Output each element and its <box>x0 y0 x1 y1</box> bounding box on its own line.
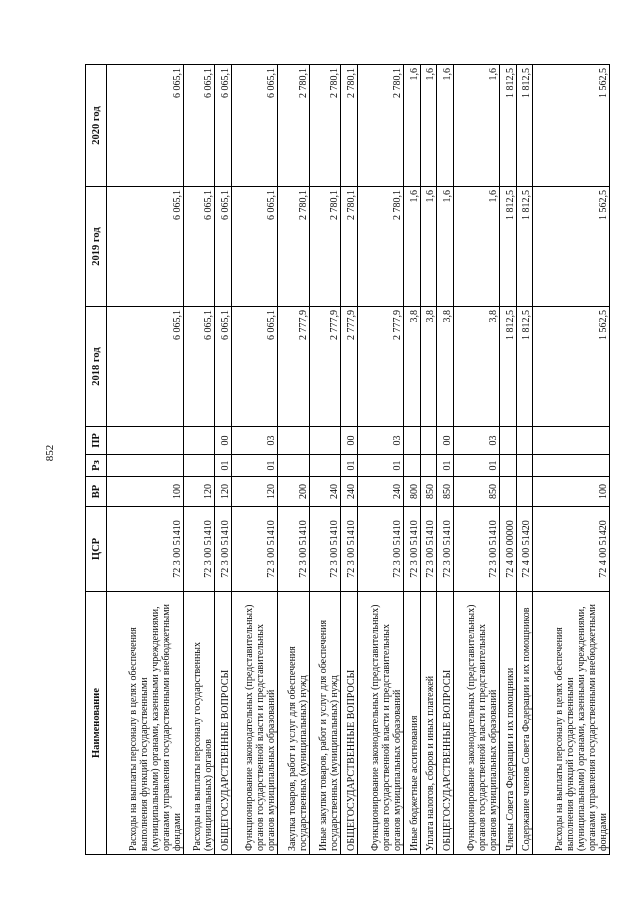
cell-y2020: 1 812,5 <box>516 65 532 187</box>
cell-y2020: 2 780,1 <box>309 65 341 187</box>
cell-vr: 850 <box>420 477 436 507</box>
cell-vr: 120 <box>183 477 215 507</box>
header-2018: 2018 год <box>86 307 107 427</box>
table-row <box>215 65 231 855</box>
cell-rz <box>107 455 184 477</box>
cell-csr: 72 4 00 00000 <box>500 507 516 592</box>
cell-y2020: 1,6 <box>404 65 420 187</box>
cell-vr: 240 <box>309 477 341 507</box>
header-2019: 2019 год <box>86 187 107 307</box>
table-row <box>278 65 310 855</box>
header-rz: Рз <box>86 455 107 477</box>
cell-y2018: 1 812,5 <box>500 307 516 427</box>
cell-name: Расходы на выплаты персоналу в целях обеспечения выполнения функций государственными (муниципальными) органами, казенными учреждениями, органами управления государственными внебюджетными фондами <box>533 592 610 855</box>
cell-y2018: 3,8 <box>404 307 420 427</box>
cell-vr <box>500 477 516 507</box>
cell-vr: 120 <box>215 477 231 507</box>
cell-rz: 01 <box>215 455 231 477</box>
cell-y2019: 6 065,1 <box>183 187 215 307</box>
cell-rz: 01 <box>231 455 278 477</box>
cell-pr <box>420 427 436 455</box>
cell-y2019: 6 065,1 <box>107 187 184 307</box>
header-csr: ЦСР <box>86 507 107 592</box>
cell-rz <box>420 455 436 477</box>
cell-rz: 01 <box>437 455 453 477</box>
cell-vr: 200 <box>278 477 310 507</box>
cell-name: Уплата налогов, сборов и иных платежей <box>420 592 436 855</box>
table-row <box>404 65 420 855</box>
cell-y2018: 3,8 <box>453 307 500 427</box>
cell-pr <box>309 427 341 455</box>
cell-y2020: 6 065,1 <box>183 65 215 187</box>
table-row <box>533 65 610 855</box>
cell-y2019: 1 812,5 <box>500 187 516 307</box>
cell-csr: 72 3 00 51410 <box>420 507 436 592</box>
cell-pr <box>533 427 610 455</box>
cell-csr: 72 3 00 51410 <box>107 507 184 592</box>
cell-y2018: 2 777,9 <box>278 307 310 427</box>
table-row <box>420 65 436 855</box>
header-vr: ВР <box>86 477 107 507</box>
cell-y2019: 1,6 <box>420 187 436 307</box>
cell-y2020: 6 065,1 <box>231 65 278 187</box>
cell-name: ОБЩЕГОСУДАРСТВЕННЫЕ ВОПРОСЫ <box>215 592 231 855</box>
cell-y2019: 2 780,1 <box>357 187 404 307</box>
cell-rz: 01 <box>357 455 404 477</box>
cell-y2019: 1,6 <box>453 187 500 307</box>
cell-y2019: 6 065,1 <box>215 187 231 307</box>
cell-vr: 800 <box>404 477 420 507</box>
cell-csr: 72 3 00 51410 <box>278 507 310 592</box>
cell-y2019: 6 065,1 <box>231 187 278 307</box>
cell-y2018: 3,8 <box>437 307 453 427</box>
cell-csr: 72 3 00 51410 <box>453 507 500 592</box>
cell-vr: 240 <box>341 477 357 507</box>
cell-y2020: 6 065,1 <box>215 65 231 187</box>
cell-name: Члены Совета Федерации и их помощники <box>500 592 516 855</box>
cell-pr <box>183 427 215 455</box>
cell-csr: 72 3 00 51410 <box>341 507 357 592</box>
cell-name: Иные бюджетные ассигнования <box>404 592 420 855</box>
header-2020: 2020 год <box>86 65 107 187</box>
header-row <box>86 65 107 855</box>
cell-y2019: 1,6 <box>437 187 453 307</box>
cell-name: Функционирование законодательных (представительных) органов государственной власти и представительных органов муниципальных образований <box>453 592 500 855</box>
cell-y2020: 1 812,5 <box>500 65 516 187</box>
cell-pr: 03 <box>453 427 500 455</box>
cell-pr <box>107 427 184 455</box>
cell-y2019: 1 562,5 <box>533 187 610 307</box>
cell-vr: 850 <box>437 477 453 507</box>
table-header <box>86 65 107 855</box>
cell-rz <box>183 455 215 477</box>
cell-pr: 00 <box>215 427 231 455</box>
cell-pr <box>404 427 420 455</box>
cell-name: Расходы на выплаты персоналу в целях обеспечения выполнения функций государственными (муниципальными) органами, казенными учреждениями, органами управления государственными внебюджетными фондами <box>107 592 184 855</box>
cell-y2020: 1 562,5 <box>533 65 610 187</box>
cell-pr: 00 <box>437 427 453 455</box>
cell-rz: 01 <box>341 455 357 477</box>
cell-rz <box>309 455 341 477</box>
cell-pr <box>500 427 516 455</box>
cell-name: Функционирование законодательных (представительных) органов государственной власти и представительных органов муниципальных образований <box>231 592 278 855</box>
cell-pr <box>278 427 310 455</box>
cell-y2020: 6 065,1 <box>107 65 184 187</box>
cell-pr: 03 <box>231 427 278 455</box>
table-row <box>231 65 278 855</box>
cell-y2018: 2 777,9 <box>341 307 357 427</box>
cell-y2020: 2 780,1 <box>357 65 404 187</box>
rotated-table-wrapper <box>85 65 610 855</box>
cell-csr: 72 3 00 51410 <box>309 507 341 592</box>
cell-rz <box>404 455 420 477</box>
cell-y2019: 2 780,1 <box>341 187 357 307</box>
cell-y2020: 2 780,1 <box>341 65 357 187</box>
cell-vr: 100 <box>107 477 184 507</box>
cell-rz: 01 <box>453 455 500 477</box>
table-row <box>437 65 453 855</box>
table-body <box>107 65 610 855</box>
table-row <box>309 65 341 855</box>
cell-y2020: 2 780,1 <box>278 65 310 187</box>
cell-name: Иные закупки товаров, работ и услуг для обеспечения государственных (муниципальных) нужд <box>309 592 341 855</box>
cell-y2018: 2 777,9 <box>309 307 341 427</box>
cell-rz <box>278 455 310 477</box>
table-row <box>341 65 357 855</box>
cell-rz <box>500 455 516 477</box>
header-name: Наименование <box>86 592 107 855</box>
cell-y2018: 2 777,9 <box>357 307 404 427</box>
page-number <box>38 438 62 468</box>
cell-y2018: 3,8 <box>420 307 436 427</box>
cell-name: Закупка товаров, работ и услуг для обеспечения государственных (муниципальных) нужд <box>278 592 310 855</box>
cell-y2018: 6 065,1 <box>231 307 278 427</box>
cell-y2019: 1,6 <box>404 187 420 307</box>
table-row <box>516 65 532 855</box>
cell-rz <box>533 455 610 477</box>
cell-vr <box>516 477 532 507</box>
table-row <box>500 65 516 855</box>
cell-name: Содержание членов Совета Федерации и их помощников <box>516 592 532 855</box>
cell-y2020: 1,6 <box>437 65 453 187</box>
cell-csr: 72 3 00 51410 <box>357 507 404 592</box>
cell-csr: 72 4 00 51420 <box>516 507 532 592</box>
cell-y2019: 2 780,1 <box>278 187 310 307</box>
table-row <box>183 65 215 855</box>
cell-y2018: 1 562,5 <box>533 307 610 427</box>
cell-y2020: 1,6 <box>420 65 436 187</box>
table-row <box>107 65 184 855</box>
cell-y2019: 1 812,5 <box>516 187 532 307</box>
cell-vr: 100 <box>533 477 610 507</box>
cell-y2018: 6 065,1 <box>215 307 231 427</box>
table-row <box>453 65 500 855</box>
cell-y2018: 6 065,1 <box>183 307 215 427</box>
cell-vr: 850 <box>453 477 500 507</box>
cell-csr: 72 3 00 51410 <box>404 507 420 592</box>
header-pr: ПР <box>86 427 107 455</box>
cell-csr: 72 4 00 51420 <box>533 507 610 592</box>
cell-vr: 120 <box>231 477 278 507</box>
cell-name: ОБЩЕГОСУДАРСТВЕННЫЕ ВОПРОСЫ <box>341 592 357 855</box>
table-row <box>357 65 404 855</box>
page-number-text: 852 <box>44 444 56 462</box>
cell-y2020: 1,6 <box>453 65 500 187</box>
cell-y2019: 2 780,1 <box>309 187 341 307</box>
cell-name: ОБЩЕГОСУДАРСТВЕННЫЕ ВОПРОСЫ <box>437 592 453 855</box>
cell-vr: 240 <box>357 477 404 507</box>
cell-pr: 03 <box>357 427 404 455</box>
cell-csr: 72 3 00 51410 <box>437 507 453 592</box>
cell-y2018: 6 065,1 <box>107 307 184 427</box>
cell-csr: 72 3 00 51410 <box>231 507 278 592</box>
cell-name: Функционирование законодательных (представительных) органов государственной власти и представительных органов муниципальных образований <box>357 592 404 855</box>
cell-y2018: 1 812,5 <box>516 307 532 427</box>
budget-table <box>85 64 610 855</box>
cell-csr: 72 3 00 51410 <box>183 507 215 592</box>
cell-csr: 72 3 00 51410 <box>215 507 231 592</box>
cell-name: Расходы на выплаты персоналу государственных (муниципальных) органов <box>183 592 215 855</box>
cell-pr: 00 <box>341 427 357 455</box>
cell-rz <box>516 455 532 477</box>
cell-pr <box>516 427 532 455</box>
